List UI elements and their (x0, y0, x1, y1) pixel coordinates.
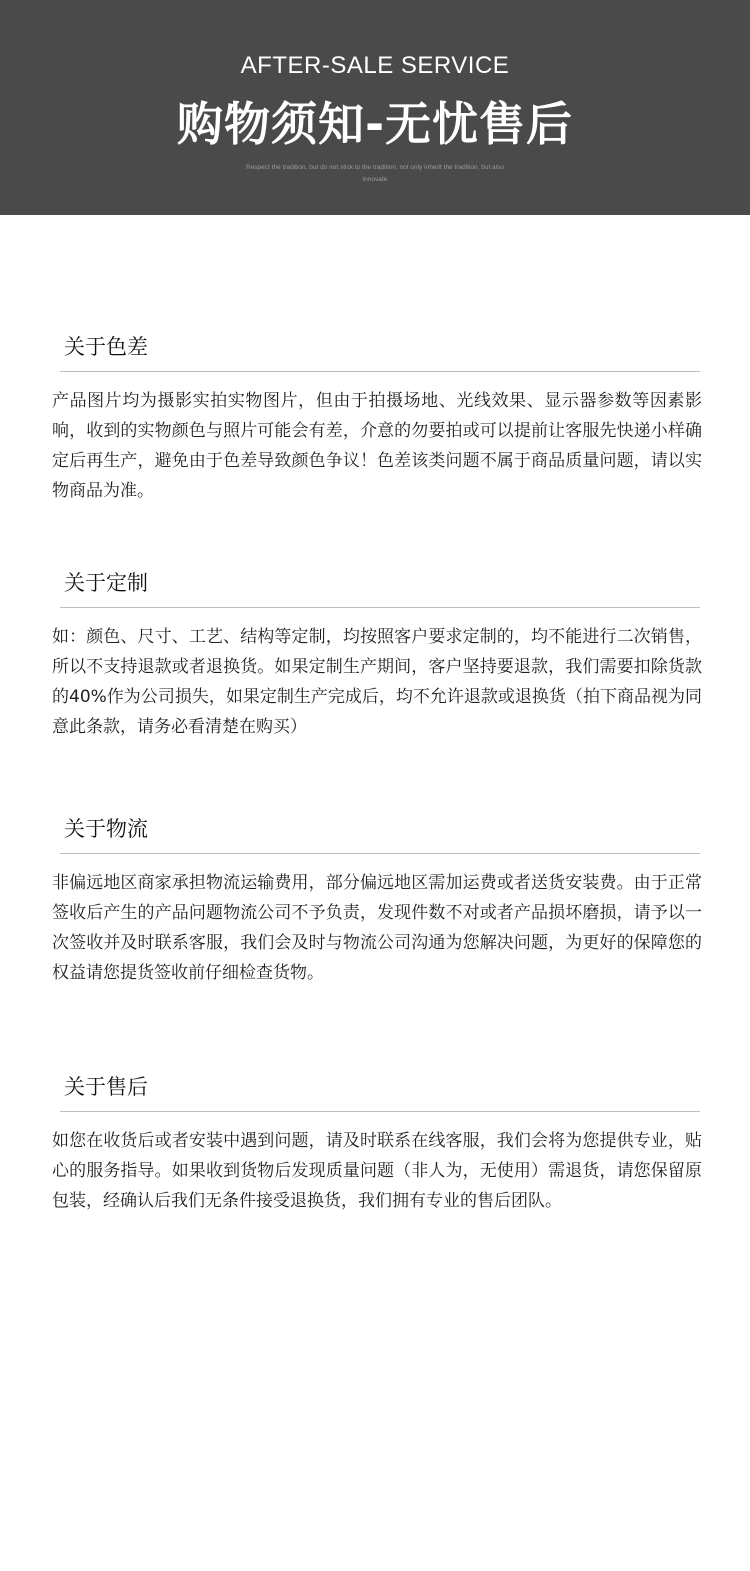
section-divider (60, 607, 700, 608)
section-title: 关于物流 (64, 817, 148, 841)
section-logistics (52, 811, 702, 988)
header-banner (0, 0, 750, 215)
section-after-sale (52, 1069, 702, 1216)
section-divider (60, 1111, 700, 1112)
banner-english-title: AFTER-SALE SERVICE (240, 52, 510, 79)
section-divider (60, 371, 700, 372)
section-title: 关于定制 (64, 571, 148, 595)
section-title: 关于售后 (64, 1075, 148, 1099)
section-title: 关于色差 (64, 335, 148, 359)
section-body: 产品图片均为摄影实拍实物图片，但由于拍摄场地、光线效果、显示器参数等因素影响，收到的实物颜色与照片可能会有差，介意的勿要拍或可以提前让客服先快递小样确定后再生产，避免由于色差导致颜色争议！色差该类问题不属于商品质量问题，请以实物商品为准。 (52, 391, 702, 501)
section-body: 如您在收货后或者安装中遇到问题，请及时联系在线客服，我们会将为您提供专业，贴心的服务指导。如果收到货物后发现质量问题（非人为，无使用）需退货，请您保留原包装，经确认后我们无条件接受退换货，我们拥有专业的售后团队。 (52, 1131, 702, 1211)
section-body: 非偏远地区商家承担物流运输费用，部分偏远地区需加运费或者送货安装费。由于正常签收后产生的产品问题物流公司不予负责，发现件数不对或者产品损坏磨损，请予以一次签收并及时联系客服，我们会及时与物流公司沟通为您解决问题，为更好的保障您的权益请您提货签收前仔细检查货物。 (52, 873, 702, 983)
banner-chinese-title: 购物须知-无忧售后 (176, 97, 574, 151)
banner-subtitle: Respect the tradition, but do not stick to the tradition, not only inherit the tradition, but also innovate (246, 164, 504, 183)
section-color-difference (52, 329, 702, 506)
section-body: 如：颜色、尺寸、工艺、结构等定制，均按照客户要求定制的，均不能进行二次销售，所以不支持退款或者退换货。如果定制生产期间，客户坚持要退款，我们需要扣除货款的40%作为公司损失，如果定制生产完成后，均不允许退款或退换货（拍下商品视为同意此条款，请务必看清楚在购买） (52, 627, 702, 737)
section-divider (60, 853, 700, 854)
section-customization (52, 565, 702, 742)
